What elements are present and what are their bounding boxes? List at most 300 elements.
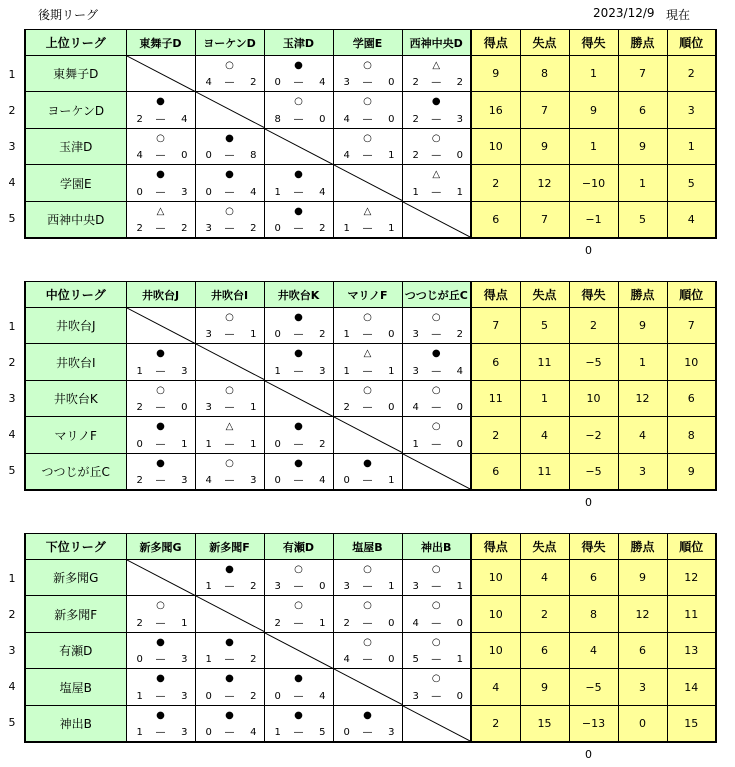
team-name: 井吹台K	[25, 380, 126, 416]
score-for: 1	[136, 690, 143, 702]
match-result-cell	[195, 453, 264, 490]
loss-mark-icon: ○	[363, 600, 372, 612]
score-against: 1	[456, 654, 463, 666]
match-result-cell	[126, 201, 195, 238]
score-against: 1	[181, 617, 188, 629]
score-dash: —	[431, 438, 442, 450]
loss-mark-icon: ○	[294, 600, 303, 612]
row-number: 2	[8, 356, 16, 369]
match-score	[196, 402, 264, 414]
match-score	[127, 691, 195, 703]
goal-difference: −5	[569, 344, 618, 380]
score-dash: —	[431, 402, 442, 414]
points: 3	[618, 453, 667, 490]
goal-difference: 8	[569, 596, 618, 632]
score-dash: —	[155, 186, 166, 198]
goals-for: 16	[471, 92, 520, 128]
win-mark-icon: ●	[156, 636, 165, 648]
match-result-cell	[264, 669, 333, 705]
loss-mark-icon: ○	[431, 312, 441, 323]
update-date: 2023/12/9	[593, 6, 655, 20]
win-mark-icon: ●	[225, 132, 234, 144]
opponent-header: つつじが丘C	[402, 282, 471, 308]
score-against: 0	[181, 150, 188, 162]
points: 9	[618, 560, 667, 596]
win-mark-icon: ●	[294, 457, 303, 469]
opponent-header: ヨーケンD	[195, 30, 264, 56]
goals-for: 10	[471, 128, 520, 164]
opponent-header: 神出B	[402, 534, 471, 560]
diagonal-line	[127, 308, 195, 343]
loss-mark-icon: ○	[156, 384, 165, 396]
team-name: 西神中央D	[25, 201, 126, 238]
score-for: 8	[274, 113, 281, 125]
score-dash: —	[155, 438, 166, 450]
score-dash: —	[224, 475, 235, 487]
footer-value: 0	[585, 496, 592, 509]
team-name: マリノF	[25, 417, 126, 453]
match-result-cell	[126, 380, 195, 416]
win-mark-icon: ●	[431, 348, 441, 360]
team-name: 井吹台J	[25, 308, 126, 344]
score-for: 5	[412, 654, 419, 666]
goal-difference: 6	[569, 560, 618, 596]
stat-header: 順位	[667, 282, 716, 308]
league-table	[24, 533, 717, 743]
score-against: 0	[456, 150, 463, 162]
score-for: 1	[205, 581, 212, 593]
score-dash: —	[362, 654, 373, 666]
score-for: 0	[205, 727, 212, 739]
score-for: 3	[343, 77, 350, 89]
score-dash: —	[362, 365, 373, 377]
match-result-cell	[264, 308, 333, 344]
rank: 5	[667, 165, 716, 201]
self-match-cell	[264, 380, 333, 416]
points: 1	[618, 165, 667, 201]
team-row	[25, 669, 716, 705]
points: 12	[618, 596, 667, 632]
score-for: 1	[412, 438, 419, 450]
score-dash: —	[362, 475, 373, 487]
score-against: 2	[319, 329, 326, 341]
win-mark-icon: ●	[156, 169, 165, 181]
score-dash: —	[224, 77, 235, 89]
rank: 7	[667, 308, 716, 344]
score-for: 1	[343, 365, 350, 377]
goal-difference: −5	[569, 453, 618, 490]
score-against: 2	[181, 223, 188, 235]
match-result-cell	[402, 92, 471, 128]
stat-header: 得失	[569, 30, 618, 56]
match-score	[334, 475, 402, 487]
score-against: 0	[319, 113, 326, 125]
match-score	[334, 114, 402, 126]
league-name: 下位リーグ	[25, 534, 126, 560]
league-table	[24, 29, 717, 239]
points: 3	[618, 669, 667, 705]
match-score	[265, 618, 333, 630]
win-mark-icon: ●	[156, 348, 165, 360]
match-result-cell	[402, 669, 471, 705]
diagonal-line	[265, 129, 333, 164]
win-mark-icon: ●	[225, 564, 234, 575]
win-mark-icon: ●	[225, 169, 234, 181]
diagonal-line	[127, 560, 195, 595]
match-result-cell	[195, 705, 264, 742]
score-for: 0	[274, 223, 281, 235]
score-for: 2	[136, 113, 143, 125]
match-result-cell	[402, 308, 471, 344]
team-row	[25, 705, 716, 742]
score-against: 0	[388, 77, 395, 89]
draw-mark-icon: △	[225, 421, 234, 433]
goal-difference: −2	[569, 417, 618, 453]
self-match-cell	[195, 344, 264, 380]
team-row	[25, 596, 716, 632]
match-score	[403, 581, 471, 593]
match-score	[403, 366, 471, 378]
score-dash: —	[155, 475, 166, 487]
opponent-header: 新多聞F	[195, 534, 264, 560]
win-mark-icon: ●	[294, 60, 303, 71]
match-result-cell	[333, 632, 402, 668]
score-dash: —	[155, 365, 166, 377]
score-dash: —	[224, 329, 235, 341]
score-dash: —	[431, 617, 442, 629]
score-dash: —	[362, 617, 373, 629]
score-for: 0	[205, 186, 212, 198]
score-dash: —	[362, 150, 373, 162]
goals-against: 9	[520, 669, 569, 705]
team-name: 有瀬D	[25, 632, 126, 668]
match-result-cell	[195, 128, 264, 164]
score-against: 0	[319, 581, 326, 593]
loss-mark-icon: ○	[294, 96, 303, 108]
row-number: 5	[8, 212, 16, 225]
rank: 4	[667, 201, 716, 238]
self-match-cell	[126, 308, 195, 344]
win-mark-icon: ●	[363, 457, 372, 469]
win-mark-icon: ●	[225, 673, 234, 685]
score-dash: —	[431, 654, 442, 666]
footer-value: 0	[585, 748, 592, 761]
team-row	[25, 417, 716, 453]
opponent-header: 玉津D	[264, 30, 333, 56]
score-for: 0	[205, 150, 212, 162]
score-dash: —	[155, 113, 166, 125]
diagonal-line	[265, 633, 333, 668]
match-score	[196, 691, 264, 703]
score-for: 1	[136, 365, 143, 377]
score-for: 1	[274, 186, 281, 198]
goals-for: 10	[471, 632, 520, 668]
match-result-cell	[126, 669, 195, 705]
row-number: 5	[8, 716, 16, 729]
match-result-cell	[264, 453, 333, 490]
score-for: 3	[412, 690, 419, 702]
stat-header: 勝点	[618, 282, 667, 308]
row-number: 2	[8, 608, 16, 621]
match-score	[334, 654, 402, 666]
match-score	[334, 150, 402, 162]
score-dash: —	[293, 113, 304, 125]
score-for: 1	[412, 186, 419, 198]
match-result-cell	[195, 380, 264, 416]
match-score	[265, 727, 333, 739]
score-against: 4	[250, 186, 257, 198]
score-dash: —	[224, 223, 235, 235]
score-dash: —	[431, 329, 442, 341]
match-score	[403, 114, 471, 126]
score-for: 1	[274, 727, 281, 739]
team-name: 塩屋B	[25, 669, 126, 705]
goal-difference: −1	[569, 201, 618, 238]
self-match-cell	[333, 165, 402, 201]
rank: 1	[667, 128, 716, 164]
win-mark-icon: ●	[225, 636, 234, 648]
opponent-header: マリノF	[333, 282, 402, 308]
score-dash: —	[431, 365, 442, 377]
match-result-cell	[195, 632, 264, 668]
self-match-cell	[264, 632, 333, 668]
match-result-cell	[264, 344, 333, 380]
match-score	[127, 150, 195, 162]
match-score	[334, 618, 402, 630]
loss-mark-icon: ○	[225, 205, 234, 217]
loss-mark-icon: ○	[156, 132, 165, 144]
score-dash: —	[293, 223, 304, 235]
match-result-cell	[126, 92, 195, 128]
match-result-cell	[264, 201, 333, 238]
team-name: 玉津D	[25, 128, 126, 164]
score-against: 3	[456, 113, 463, 125]
row-number: 4	[8, 428, 16, 441]
self-match-cell	[126, 56, 195, 92]
diagonal-line	[196, 596, 264, 631]
points: 5	[618, 201, 667, 238]
score-against: 1	[388, 150, 395, 162]
team-row	[25, 560, 716, 596]
goals-against: 1	[520, 380, 569, 416]
score-dash: —	[431, 186, 442, 198]
points: 6	[618, 92, 667, 128]
win-mark-icon: ●	[156, 457, 165, 469]
goal-difference: 2	[569, 308, 618, 344]
win-mark-icon: ●	[156, 673, 165, 685]
match-score	[196, 150, 264, 162]
points: 9	[618, 128, 667, 164]
stat-header: 得点	[471, 282, 520, 308]
win-mark-icon: ●	[294, 205, 303, 217]
score-dash: —	[293, 581, 304, 593]
score-against: 0	[388, 617, 395, 629]
rank: 2	[667, 56, 716, 92]
match-result-cell	[333, 705, 402, 742]
goal-difference: 4	[569, 632, 618, 668]
score-dash: —	[362, 223, 373, 235]
self-match-cell	[402, 453, 471, 490]
diagonal-line	[403, 454, 471, 489]
score-against: 2	[319, 223, 326, 235]
match-score	[127, 654, 195, 666]
win-mark-icon: ●	[431, 96, 441, 108]
match-result-cell	[264, 417, 333, 453]
score-dash: —	[293, 365, 304, 377]
opponent-header: 西神中央D	[402, 30, 471, 56]
score-against: 1	[250, 329, 257, 341]
loss-mark-icon: ○	[431, 421, 441, 433]
loss-mark-icon: ○	[431, 600, 441, 612]
rank: 11	[667, 596, 716, 632]
points: 0	[618, 705, 667, 742]
footer-value: 0	[585, 244, 592, 257]
loss-mark-icon: ○	[363, 564, 372, 575]
team-row	[25, 308, 716, 344]
stat-header: 得点	[471, 534, 520, 560]
score-for: 0	[136, 186, 143, 198]
goals-for: 10	[471, 560, 520, 596]
match-result-cell	[333, 92, 402, 128]
score-against: 8	[250, 150, 257, 162]
match-score	[196, 581, 264, 593]
match-result-cell	[264, 165, 333, 201]
win-mark-icon: ●	[294, 709, 303, 721]
score-dash: —	[431, 77, 442, 89]
score-dash: —	[155, 223, 166, 235]
goal-difference: −13	[569, 705, 618, 742]
stat-header: 得失	[569, 282, 618, 308]
match-score	[265, 223, 333, 235]
score-against: 3	[181, 654, 188, 666]
goals-against: 11	[520, 453, 569, 490]
score-dash: —	[224, 727, 235, 739]
match-score	[265, 114, 333, 126]
match-score	[127, 114, 195, 126]
match-result-cell	[264, 56, 333, 92]
loss-mark-icon: ○	[225, 384, 234, 396]
score-dash: —	[362, 581, 373, 593]
loss-mark-icon: ○	[225, 312, 234, 323]
score-dash: —	[362, 727, 373, 739]
points: 1	[618, 344, 667, 380]
score-for: 1	[343, 329, 350, 341]
match-result-cell	[402, 560, 471, 596]
match-score	[196, 654, 264, 666]
score-dash: —	[362, 329, 373, 341]
score-for: 3	[412, 365, 419, 377]
match-score	[127, 439, 195, 451]
diagonal-line	[334, 669, 402, 704]
score-against: 1	[388, 581, 395, 593]
team-row	[25, 380, 716, 416]
score-against: 3	[181, 475, 188, 487]
row-number: 3	[8, 140, 16, 153]
score-for: 1	[205, 654, 212, 666]
stat-header: 得失	[569, 534, 618, 560]
match-score	[196, 77, 264, 89]
score-for: 2	[136, 223, 143, 235]
diagonal-line	[403, 706, 471, 741]
draw-mark-icon: △	[432, 60, 441, 71]
score-against: 1	[456, 581, 463, 593]
match-result-cell	[402, 56, 471, 92]
score-against: 2	[319, 438, 326, 450]
goals-against: 7	[520, 92, 569, 128]
draw-mark-icon: △	[156, 205, 165, 217]
self-match-cell	[402, 705, 471, 742]
match-result-cell	[126, 165, 195, 201]
match-score	[127, 475, 195, 487]
score-against: 4	[250, 727, 257, 739]
score-dash: —	[224, 186, 235, 198]
goals-against: 15	[520, 705, 569, 742]
match-score	[265, 187, 333, 199]
score-dash: —	[155, 617, 166, 629]
match-score	[196, 727, 264, 739]
score-against: 3	[181, 365, 188, 377]
score-against: 2	[456, 77, 463, 89]
points: 12	[618, 380, 667, 416]
row-number: 3	[8, 644, 16, 657]
team-row	[25, 56, 716, 92]
score-for: 4	[343, 150, 350, 162]
self-match-cell	[402, 201, 471, 238]
win-mark-icon: ●	[294, 673, 303, 685]
match-score	[265, 77, 333, 89]
match-result-cell	[126, 417, 195, 453]
match-result-cell	[126, 453, 195, 490]
match-result-cell	[195, 560, 264, 596]
score-against: 1	[250, 402, 257, 414]
score-dash: —	[431, 113, 442, 125]
self-match-cell	[126, 560, 195, 596]
score-for: 2	[343, 617, 350, 629]
team-name: 東舞子D	[25, 56, 126, 92]
match-result-cell	[402, 417, 471, 453]
self-match-cell	[195, 92, 264, 128]
match-result-cell	[333, 201, 402, 238]
league-name: 中位リーグ	[25, 282, 126, 308]
score-against: 1	[388, 475, 395, 487]
loss-mark-icon: ○	[225, 457, 234, 469]
opponent-header: 有瀬D	[264, 534, 333, 560]
goals-for: 11	[471, 380, 520, 416]
rank: 6	[667, 380, 716, 416]
score-against: 1	[181, 438, 188, 450]
match-result-cell	[264, 596, 333, 632]
match-result-cell	[195, 165, 264, 201]
score-for: 2	[343, 402, 350, 414]
match-result-cell	[333, 380, 402, 416]
match-score	[196, 439, 264, 451]
score-dash: —	[362, 113, 373, 125]
score-dash: —	[224, 438, 235, 450]
rank: 10	[667, 344, 716, 380]
loss-mark-icon: ○	[225, 60, 234, 71]
score-dash: —	[431, 150, 442, 162]
match-score	[334, 581, 402, 593]
score-for: 0	[343, 475, 350, 487]
score-dash: —	[293, 727, 304, 739]
score-against: 2	[250, 654, 257, 666]
opponent-header: 井吹台K	[264, 282, 333, 308]
score-against: 4	[181, 113, 188, 125]
score-against: 2	[250, 690, 257, 702]
score-dash: —	[155, 690, 166, 702]
score-against: 3	[181, 727, 188, 739]
score-for: 3	[205, 223, 212, 235]
